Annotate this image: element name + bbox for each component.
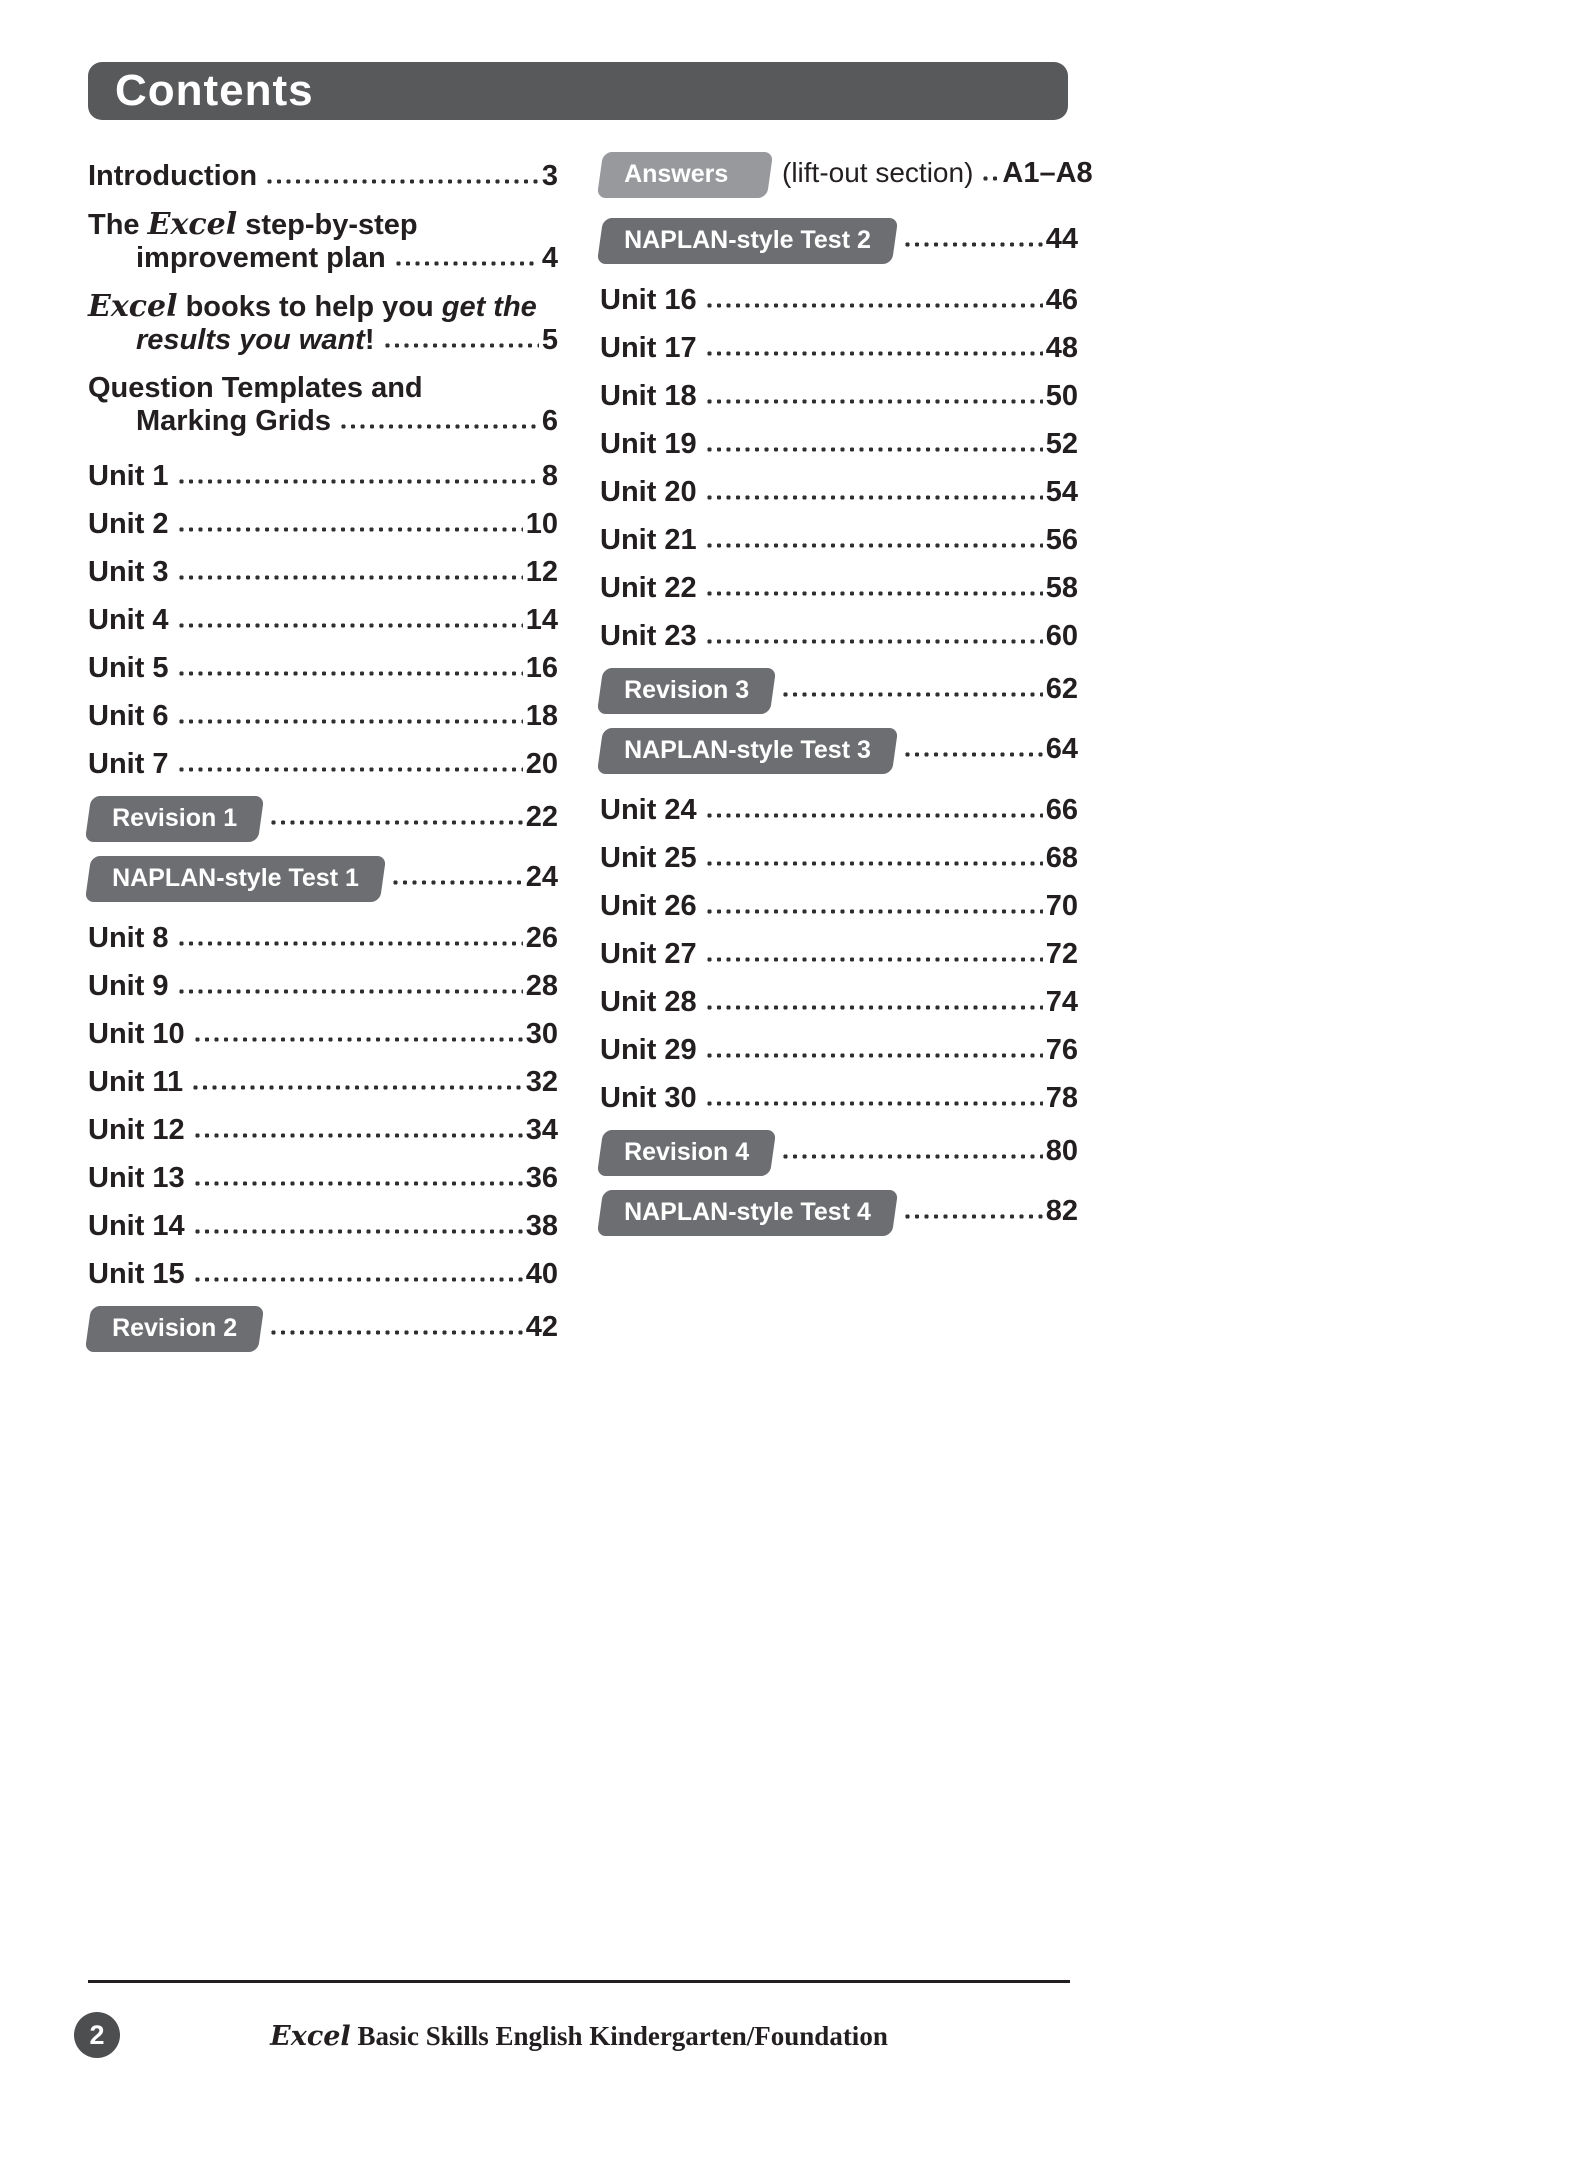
toc-entry-unit: [88, 652, 558, 685]
dot-leader: [177, 623, 523, 628]
entry-page: 82: [1045, 1195, 1078, 1227]
contents-banner: [88, 62, 1068, 120]
entry-page: 54: [1045, 476, 1078, 508]
dot-leader: [177, 527, 523, 532]
toc-entry-answers: [600, 152, 1093, 198]
badge-label: NAPLAN-style Test 3: [624, 736, 871, 764]
toc-entry-revision-3: [600, 668, 1078, 714]
toc-entry-naplan-test-1: [88, 856, 558, 902]
entry-page: 10: [525, 508, 558, 540]
dot-leader: [705, 1053, 1043, 1058]
entry-page: 18: [525, 700, 558, 732]
entry-page: 24: [525, 861, 558, 893]
toc-entry-unit: [88, 604, 558, 637]
entry-page: 58: [1045, 572, 1078, 604]
dot-leader: [705, 447, 1043, 452]
toc-entry-unit: [88, 460, 558, 493]
toc-entry-unit: [600, 842, 1078, 875]
entry-label: Unit 24: [600, 794, 697, 826]
dot-leader: [193, 1181, 523, 1186]
toc-entry-unit: [600, 572, 1078, 605]
entry-page: 74: [1045, 986, 1078, 1018]
naplan-test-3-badge: [597, 728, 898, 774]
entry-line1: [88, 290, 558, 324]
toc-entry-unit: [88, 922, 558, 955]
entry-label: Unit 17: [600, 332, 697, 364]
entry-label: Unit 2: [88, 508, 169, 540]
entry-text: The: [88, 209, 148, 241]
dot-leader: [705, 813, 1043, 818]
entry-label: Unit 13: [88, 1162, 185, 1194]
entry-label: Unit 6: [88, 700, 169, 732]
entry-page: 30: [525, 1018, 558, 1050]
entry-label: Unit 15: [88, 1258, 185, 1290]
entry-page: 66: [1045, 794, 1078, 826]
entry-label: Unit 26: [600, 890, 697, 922]
entry-page: 8: [541, 460, 558, 492]
dot-leader: [981, 176, 999, 181]
entry-text: !: [364, 324, 375, 356]
toc-entry-unit: [88, 748, 558, 781]
page-title: Contents: [115, 66, 314, 115]
toc-entry-unit: [600, 1034, 1078, 1067]
toc-entry-naplan-test-4: [600, 1190, 1078, 1236]
dot-leader: [269, 820, 523, 825]
dot-leader: [177, 671, 523, 676]
entry-page: 52: [1045, 428, 1078, 460]
entry-page: 46: [1045, 284, 1078, 316]
toc-entry-unit: [600, 794, 1078, 827]
excel-brand-text: Excel: [270, 2021, 351, 2052]
footer-title: Basic Skills English Kindergarten/Foundation: [350, 2021, 888, 2051]
badge-label: Revision 4: [624, 1138, 750, 1166]
entry-page: 12: [525, 556, 558, 588]
dot-leader: [193, 1229, 523, 1234]
toc-entry-unit: [600, 380, 1078, 413]
naplan-test-1-badge: [85, 856, 386, 902]
entry-label: Unit 22: [600, 572, 697, 604]
toc-entry-unit: [600, 476, 1078, 509]
entry-page: 76: [1045, 1034, 1078, 1066]
dot-leader: [903, 1214, 1043, 1219]
dot-leader: [177, 719, 523, 724]
toc-entry-revision-1: [88, 796, 558, 842]
dot-leader: [391, 880, 523, 885]
badge-label: Revision 3: [624, 676, 750, 704]
toc-entry-unit: [600, 620, 1078, 653]
entry-label: Unit 1: [88, 460, 169, 492]
dot-leader: [705, 351, 1043, 356]
entry-label: Unit 23: [600, 620, 697, 652]
entry-label: Unit 7: [88, 748, 169, 780]
toc-entry-question-templates: [88, 372, 558, 438]
entry-page: 44: [1045, 223, 1078, 255]
entry-label: Unit 12: [88, 1114, 185, 1146]
dot-leader: [177, 575, 523, 580]
toc-entry-unit: [88, 1066, 558, 1099]
toc-right-column: [600, 152, 1093, 1256]
toc-entry-unit: [88, 508, 558, 541]
entry-page: 64: [1045, 733, 1078, 765]
dot-leader: [781, 692, 1043, 697]
entry-page: 70: [1045, 890, 1078, 922]
toc-entry-unit: [88, 1210, 558, 1243]
entry-label: Unit 4: [88, 604, 169, 636]
toc-entry-unit: [600, 428, 1078, 461]
toc-entry-improvement-plan: [88, 208, 558, 275]
entry-label: Unit 5: [88, 652, 169, 684]
entry-label: Unit 21: [600, 524, 697, 556]
badge-label: NAPLAN-style Test 1: [112, 864, 359, 892]
entry-label: [136, 324, 375, 357]
dot-leader: [705, 1101, 1043, 1106]
entry-page: 40: [525, 1258, 558, 1290]
entry-page: 38: [525, 1210, 558, 1242]
dot-leader: [705, 399, 1043, 404]
entry-label: Unit 16: [600, 284, 697, 316]
entry-text: books to help you: [177, 291, 442, 323]
dot-leader: [269, 1330, 523, 1335]
entry-line2: [88, 405, 558, 438]
unit-list-24-30: [600, 794, 1078, 1115]
toc-entry-introduction: [88, 160, 558, 193]
entry-label: Unit 29: [600, 1034, 697, 1066]
entry-label: Unit 8: [88, 922, 169, 954]
entry-page: 3: [541, 160, 558, 192]
toc-entry-unit: [600, 890, 1078, 923]
entry-page: 42: [525, 1311, 558, 1343]
toc-left-column: [88, 160, 558, 1366]
dot-leader: [705, 495, 1043, 500]
toc-entry-unit: [88, 700, 558, 733]
dot-leader: [705, 861, 1043, 866]
entry-page: 60: [1045, 620, 1078, 652]
entry-page: 6: [541, 405, 558, 437]
entry-page: A1–A8: [1002, 157, 1093, 189]
entry-page: 50: [1045, 380, 1078, 412]
entry-label: Unit 20: [600, 476, 697, 508]
toc-entry-unit: [88, 1114, 558, 1147]
badge-label: NAPLAN-style Test 2: [624, 226, 871, 254]
toc-entry-excel-books: [88, 290, 558, 357]
entry-page: 16: [525, 652, 558, 684]
unit-list-1-7: [88, 460, 558, 781]
entry-label: improvement plan: [136, 242, 386, 274]
dot-leader: [903, 242, 1043, 247]
entry-page: 34: [525, 1114, 558, 1146]
dot-leader: [265, 179, 539, 184]
entry-text-italic: get the: [441, 291, 537, 323]
dot-leader: [177, 989, 523, 994]
badge-label: NAPLAN-style Test 4: [624, 1198, 871, 1226]
entry-page: 68: [1045, 842, 1078, 874]
dot-leader: [177, 479, 539, 484]
toc-entry-unit: [88, 970, 558, 1003]
excel-brand-text: Excel: [88, 289, 178, 324]
entry-label: Unit 10: [88, 1018, 185, 1050]
revision-1-badge: [85, 796, 265, 842]
toc-entry-naplan-test-3: [600, 728, 1078, 774]
dot-leader: [705, 543, 1043, 548]
entry-page: 4: [541, 242, 558, 274]
entry-page: 80: [1045, 1135, 1078, 1167]
dot-leader: [781, 1154, 1043, 1159]
entry-label: Unit 30: [600, 1082, 697, 1114]
dot-leader: [339, 424, 539, 429]
entry-text: step-by-step: [237, 209, 418, 241]
entry-label: Unit 18: [600, 380, 697, 412]
badge-label: Revision 1: [112, 804, 238, 832]
toc-entry-unit: [600, 332, 1078, 365]
toc-entry-unit: [600, 938, 1078, 971]
entry-label: Unit 9: [88, 970, 169, 1002]
revision-3-badge: [597, 668, 777, 714]
dot-leader: [191, 1085, 523, 1090]
toc-entry-unit: [88, 1258, 558, 1291]
dot-leader: [705, 1005, 1043, 1010]
dot-leader: [177, 941, 523, 946]
entry-label: Unit 19: [600, 428, 697, 460]
excel-brand-text: Excel: [147, 207, 238, 242]
dot-leader: [903, 752, 1043, 757]
toc-entry-unit: [88, 556, 558, 589]
badge-label: Answers: [624, 160, 729, 188]
entry-page: 26: [525, 922, 558, 954]
entry-label: Unit 28: [600, 986, 697, 1018]
answers-badge: [597, 152, 773, 198]
entry-page: 14: [525, 604, 558, 636]
footer-text: [88, 2020, 1070, 2053]
entry-page: 5: [541, 324, 558, 356]
toc-entry-unit: [600, 524, 1078, 557]
dot-leader: [193, 1133, 523, 1138]
entry-page: 20: [525, 748, 558, 780]
footer-rule: [88, 1980, 1070, 1983]
entry-line2: [88, 324, 558, 357]
entry-label: Unit 25: [600, 842, 697, 874]
dot-leader: [705, 909, 1043, 914]
entry-page: 28: [525, 970, 558, 1002]
dot-leader: [705, 591, 1043, 596]
toc-entry-unit: [600, 986, 1078, 1019]
toc-entry-unit: [88, 1018, 558, 1051]
entry-text-italic: results you want: [136, 324, 365, 356]
dot-leader: [177, 767, 523, 772]
entry-page: 78: [1045, 1082, 1078, 1114]
unit-list-8-15: [88, 922, 558, 1291]
entry-label: Unit 27: [600, 938, 697, 970]
entry-page: 48: [1045, 332, 1078, 364]
toc-entry-unit: [600, 284, 1078, 317]
toc-entry-naplan-test-2: [600, 218, 1078, 264]
revision-2-badge: [85, 1306, 265, 1352]
entry-label: Introduction: [88, 160, 258, 192]
toc-entry-unit: [88, 1162, 558, 1195]
entry-label: Unit 3: [88, 556, 169, 588]
dot-leader: [383, 343, 539, 348]
entry-label: Marking Grids: [136, 405, 331, 437]
toc-entry-revision-2: [88, 1306, 558, 1352]
entry-page: 72: [1045, 938, 1078, 970]
dot-leader: [394, 261, 539, 266]
entry-page: 56: [1045, 524, 1078, 556]
dot-leader: [193, 1037, 523, 1042]
unit-list-16-23: [600, 284, 1078, 653]
badge-label: Revision 2: [112, 1314, 238, 1342]
page-number: 2: [89, 2019, 105, 2050]
dot-leader: [705, 303, 1043, 308]
naplan-test-2-badge: [597, 218, 898, 264]
naplan-test-4-badge: [597, 1190, 898, 1236]
entry-page: 62: [1045, 673, 1078, 705]
toc-entry-revision-4: [600, 1130, 1078, 1176]
revision-4-badge: [597, 1130, 777, 1176]
answers-note: (lift-out section): [782, 157, 974, 188]
dot-leader: [705, 639, 1043, 644]
entry-line1: Question Templates and: [88, 372, 423, 404]
dot-leader: [193, 1277, 523, 1282]
dot-leader: [705, 957, 1043, 962]
entry-page: 36: [525, 1162, 558, 1194]
entry-line1: [88, 208, 558, 242]
entry-label: Unit 11: [88, 1066, 184, 1098]
entry-page: 22: [525, 801, 558, 833]
entry-line2: [88, 242, 558, 275]
toc-entry-unit: [600, 1082, 1078, 1115]
entry-label: Unit 14: [88, 1210, 185, 1242]
entry-page: 32: [525, 1066, 558, 1098]
